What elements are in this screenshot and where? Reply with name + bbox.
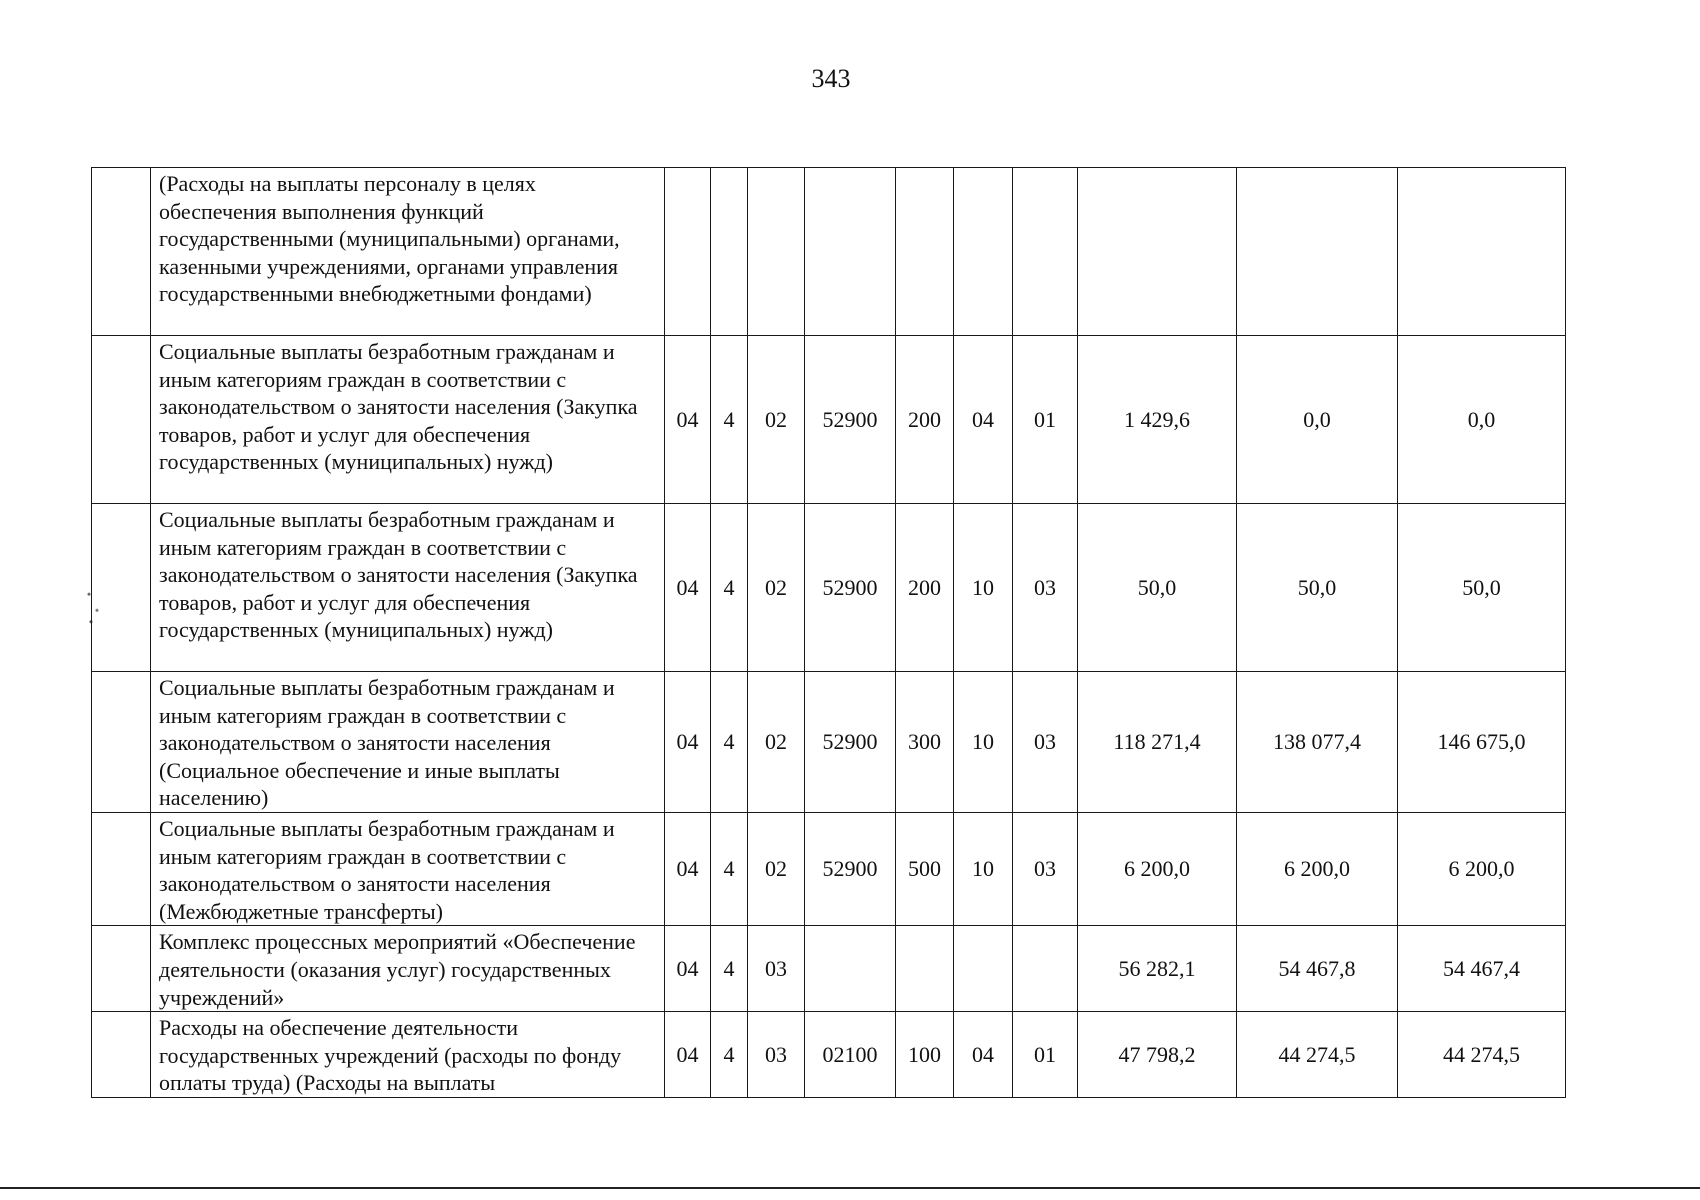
code-cell [805, 926, 896, 1012]
value-cell: 118 271,4 [1078, 672, 1237, 813]
code-cell [1013, 168, 1078, 336]
code-cell [748, 168, 805, 336]
value-cell: 50,0 [1398, 504, 1566, 672]
table-row [92, 168, 1566, 336]
code-cell [954, 168, 1013, 336]
code-cell: 10 [954, 812, 1013, 925]
code-cell: 02 [748, 672, 805, 813]
code-cell [1013, 926, 1078, 1012]
code-cell: 03 [1013, 812, 1078, 925]
table-row [92, 1012, 1566, 1098]
code-cell: 03 [1013, 504, 1078, 672]
code-cell: 300 [896, 672, 954, 813]
code-cell: 04 [954, 1012, 1013, 1098]
description-cell: (Расходы на выплаты персоналу в целях обеспечения выполнения функций государственными (муниципальными) органами, казенными учреждениями, органами управления государственными внебюджетными фондами) [151, 168, 665, 336]
row-number-cell [92, 672, 151, 813]
code-cell: 04 [665, 926, 711, 1012]
value-cell: 44 274,5 [1237, 1012, 1398, 1098]
code-cell: 03 [748, 1012, 805, 1098]
code-cell: 01 [1013, 336, 1078, 504]
description-cell: Расходы на обеспечение деятельности государственных учреждений (расходы по фонду оплаты труда) (Расходы на выплаты [151, 1012, 665, 1098]
code-cell: 52900 [805, 336, 896, 504]
value-cell [1078, 168, 1237, 336]
value-cell: 1 429,6 [1078, 336, 1237, 504]
value-cell [1398, 168, 1566, 336]
value-cell: 54 467,8 [1237, 926, 1398, 1012]
value-cell: 50,0 [1237, 504, 1398, 672]
description-cell: Социальные выплаты безработным гражданам и иным категориям граждан в соответствии с законодательством о занятости населения (Социальное обеспечение и иные выплаты населению) [151, 672, 665, 813]
code-cell: 04 [665, 1012, 711, 1098]
value-cell: 0,0 [1398, 336, 1566, 504]
code-cell: 4 [711, 504, 748, 672]
code-cell: 4 [711, 672, 748, 813]
code-cell: 02 [748, 504, 805, 672]
value-cell: 56 282,1 [1078, 926, 1237, 1012]
code-cell: 04 [954, 336, 1013, 504]
code-cell: 52900 [805, 812, 896, 925]
code-cell: 04 [665, 504, 711, 672]
row-number-cell [92, 168, 151, 336]
table-row [92, 672, 1566, 813]
code-cell [711, 168, 748, 336]
code-cell [665, 168, 711, 336]
description-cell: Социальные выплаты безработным гражданам и иным категориям граждан в соответствии с законодательством о занятости населения (Закупка товаров, работ и услуг для обеспечения государственных (муниципальных) нужд) [151, 504, 665, 672]
code-cell [896, 926, 954, 1012]
value-cell: 6 200,0 [1398, 812, 1566, 925]
code-cell: 100 [896, 1012, 954, 1098]
row-number-cell [92, 1012, 151, 1098]
code-cell: 10 [954, 672, 1013, 813]
value-cell: 0,0 [1237, 336, 1398, 504]
code-cell: 02 [748, 812, 805, 925]
code-cell: 4 [711, 1012, 748, 1098]
value-cell: 54 467,4 [1398, 926, 1566, 1012]
code-cell: 02100 [805, 1012, 896, 1098]
description-cell: Комплекс процессных мероприятий «Обеспечение деятельности (оказания услуг) государственных учреждений» [151, 926, 665, 1012]
row-number-cell [92, 504, 151, 672]
budget-table [91, 167, 1566, 1098]
code-cell: 04 [665, 672, 711, 813]
code-cell: 52900 [805, 504, 896, 672]
description-cell: Социальные выплаты безработным гражданам и иным категориям граждан в соответствии с законодательством о занятости населения (Закупка товаров, работ и услуг для обеспечения государственных (муниципальных) нужд) [151, 336, 665, 504]
code-cell [805, 168, 896, 336]
bottom-scan-rule [0, 1187, 1700, 1189]
value-cell [1237, 168, 1398, 336]
code-cell [896, 168, 954, 336]
row-number-cell [92, 336, 151, 504]
row-number-cell [92, 926, 151, 1012]
code-cell: 04 [665, 812, 711, 925]
code-cell: 02 [748, 336, 805, 504]
value-cell: 6 200,0 [1078, 812, 1237, 925]
code-cell: 4 [711, 336, 748, 504]
table-row [92, 336, 1566, 504]
code-cell: 03 [748, 926, 805, 1012]
table-row [92, 504, 1566, 672]
value-cell: 47 798,2 [1078, 1012, 1237, 1098]
value-cell: 44 274,5 [1398, 1012, 1566, 1098]
code-cell [954, 926, 1013, 1012]
code-cell: 04 [665, 336, 711, 504]
table-row [92, 812, 1566, 925]
description-cell: Социальные выплаты безработным гражданам и иным категориям граждан в соответствии с законодательством о занятости населения (Межбюджетные трансферты) [151, 812, 665, 925]
value-cell: 50,0 [1078, 504, 1237, 672]
code-cell: 4 [711, 812, 748, 925]
table-row [92, 926, 1566, 1012]
code-cell: 03 [1013, 672, 1078, 813]
row-number-cell [92, 812, 151, 925]
value-cell: 6 200,0 [1237, 812, 1398, 925]
code-cell: 200 [896, 504, 954, 672]
code-cell: 500 [896, 812, 954, 925]
value-cell: 146 675,0 [1398, 672, 1566, 813]
page-number: 343 [811, 64, 851, 93]
code-cell: 52900 [805, 672, 896, 813]
value-cell: 138 077,4 [1237, 672, 1398, 813]
code-cell: 4 [711, 926, 748, 1012]
code-cell: 01 [1013, 1012, 1078, 1098]
code-cell: 200 [896, 336, 954, 504]
code-cell: 10 [954, 504, 1013, 672]
